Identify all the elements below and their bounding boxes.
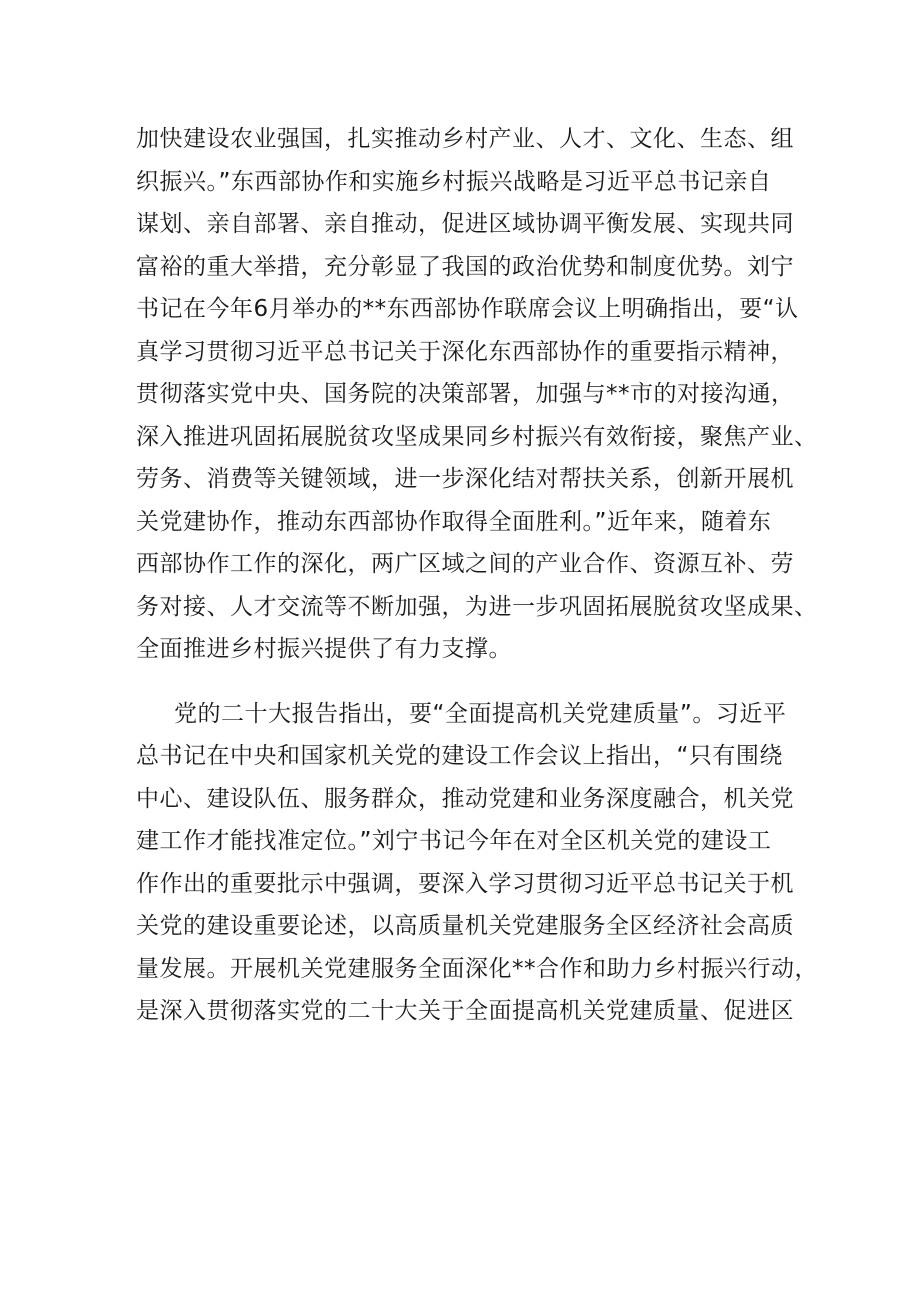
text-line: 党的二十大报告指出，要“全面提高机关党建质量”。习近平 xyxy=(174,700,787,727)
paragraph-1 xyxy=(136,118,818,671)
paragraph-gap xyxy=(136,671,796,693)
text-line: 西部协作工作的深化，两广区域之间的产业合作、资源互补、劳 xyxy=(136,551,794,577)
text-line: 量发展。开展机关党建服务全面深化**合作和助力乡村振兴行动， xyxy=(136,955,818,982)
text-line: 深入推进巩固拓展脱贫攻坚成果同乡村振兴有效衔接，聚焦产业、 xyxy=(136,423,818,450)
text-line: 建工作才能找准定位。”刘宁书记今年在对全区机关党的建设工 xyxy=(136,828,772,854)
text-line: 贯彻落实党中央、国务院的决策部署，加强与**市的对接沟通， xyxy=(136,381,795,407)
text-line: 全面推进乡村振兴提供了有力支撑。 xyxy=(136,636,512,662)
text-line: 总书记在中央和国家机关党的建设工作会议上指出，“只有围绕 xyxy=(136,743,783,769)
text-line: 关党建协作，推动东西部协作取得全面胜利。”近年来，随着东 xyxy=(136,508,772,535)
text-line: 织振兴。”东西部协作和实施乡村振兴战略是习近平总书记亲自 xyxy=(136,168,772,195)
document-body xyxy=(136,118,818,1033)
paragraph-2 xyxy=(136,693,818,1033)
text-line: 中心、建设队伍、服务群众，推动党建和业务深度融合，机关党 xyxy=(136,785,794,812)
text-line: 加快建设农业强国，扎实推动乡村产业、人才、文化、生态、组 xyxy=(136,126,794,152)
text-line: 富裕的重大举措，充分彰显了我国的政治优势和制度优势。刘宁 xyxy=(136,253,794,280)
text-line: 务对接、人才交流等不断加强，为进一步巩固拓展脱贫攻坚成果、 xyxy=(136,593,818,620)
text-line: 谋划、亲自部署、亲自推动，促进区域协调平衡发展、实现共同 xyxy=(136,211,794,237)
text-line: 是深入贯彻落实党的二十大关于全面提高机关党建质量、促进区 xyxy=(136,998,794,1024)
text-line: 关党的建设重要论述，以高质量机关党建服务全区经济社会高质 xyxy=(136,913,794,939)
text-line: 书记在今年6月举办的**东西部协作联席会议上明确指出，要“认 xyxy=(136,296,799,322)
text-line: 作作出的重要批示中强调，要深入学习贯彻习近平总书记关于机 xyxy=(136,870,794,897)
text-line: 真学习贯彻习近平总书记关于深化东西部协作的重要指示精神， xyxy=(136,338,794,365)
text-line: 劳务、消费等关键领域，进一步深化结对帮扶关系，创新开展机 xyxy=(136,466,794,492)
